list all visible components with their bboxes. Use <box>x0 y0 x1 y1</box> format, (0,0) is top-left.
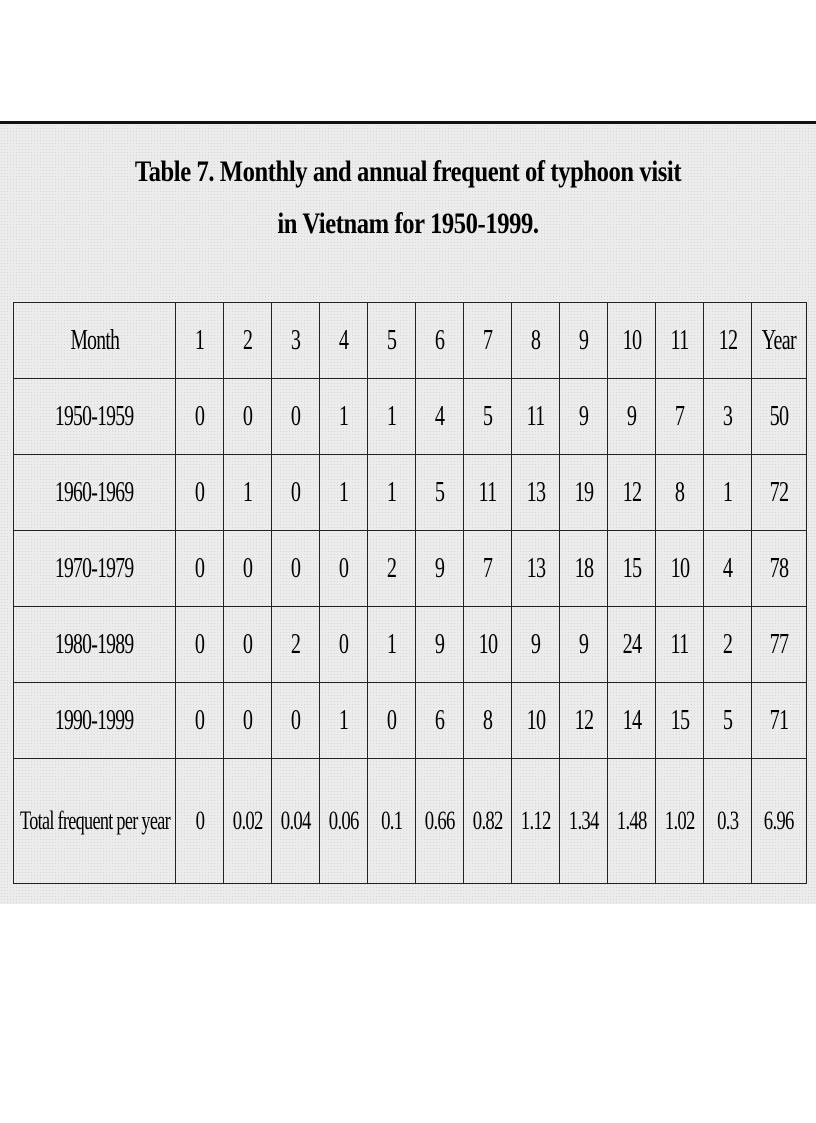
cell-text: 2 <box>722 628 733 660</box>
value-cell <box>704 759 752 884</box>
cell-text: 15 <box>670 704 689 736</box>
value-cell <box>704 531 752 607</box>
cell-text: 12 <box>574 704 593 736</box>
table-header-row <box>14 303 807 379</box>
value-cell <box>272 303 320 379</box>
value-cell <box>320 303 368 379</box>
value-cell <box>704 379 752 455</box>
value-cell <box>704 303 752 379</box>
value-cell <box>416 303 464 379</box>
table-row <box>14 379 807 455</box>
cell-text: 71 <box>769 704 789 736</box>
value-cell <box>416 455 464 531</box>
cell-text: 1 <box>338 400 349 432</box>
cell-text: 1990-1999 <box>55 704 134 736</box>
value-cell <box>464 607 512 683</box>
value-cell <box>560 303 608 379</box>
cell-text: 13 <box>526 476 545 508</box>
value-cell <box>704 455 752 531</box>
cell-text: 1.48 <box>616 806 647 835</box>
cell-text: 4 <box>338 324 349 356</box>
value-cell <box>656 303 704 379</box>
cell-text: 5 <box>434 476 445 508</box>
cell-text: 13 <box>526 552 545 584</box>
cell-text: 11 <box>670 628 689 660</box>
cell-text: 24 <box>622 628 641 660</box>
cell-text: 0.82 <box>472 806 503 835</box>
cell-text: 0.02 <box>232 806 263 835</box>
cell-text: 6 <box>434 324 445 356</box>
cell-text: 1 <box>386 476 397 508</box>
value-cell <box>656 683 704 759</box>
cell-text: Month <box>70 324 119 356</box>
cell-text: 1.02 <box>664 806 695 835</box>
cell-text: 1.12 <box>520 806 551 835</box>
row-label-cell <box>14 531 176 607</box>
value-cell <box>368 303 416 379</box>
cell-text: 9 <box>434 552 445 584</box>
cell-text: 1950-1959 <box>55 400 134 432</box>
row-label-cell <box>14 303 176 379</box>
value-cell <box>416 759 464 884</box>
cell-text: 0.3 <box>716 806 739 835</box>
value-cell <box>464 531 512 607</box>
cell-text: 5 <box>722 704 733 736</box>
cell-text: 2 <box>290 628 301 660</box>
cell-text: 78 <box>769 552 789 584</box>
value-cell <box>608 607 656 683</box>
cell-text: 0 <box>338 628 349 660</box>
typhoon-frequency-table <box>13 302 807 884</box>
value-cell <box>560 759 608 884</box>
table-title-line-2: in Vietnam for 1950-1999. <box>277 207 539 240</box>
value-cell <box>176 303 224 379</box>
value-cell <box>752 759 807 884</box>
value-cell <box>560 683 608 759</box>
cell-text: 8 <box>482 704 493 736</box>
value-cell <box>752 379 807 455</box>
value-cell <box>224 303 272 379</box>
cell-text: 4 <box>722 552 733 584</box>
cell-text: 8 <box>530 324 541 356</box>
cell-text: 0.04 <box>280 806 311 835</box>
value-cell <box>560 531 608 607</box>
value-cell <box>224 455 272 531</box>
value-cell <box>320 455 368 531</box>
cell-text: Total frequent per year <box>20 806 170 835</box>
cell-text: 1 <box>338 476 349 508</box>
value-cell <box>704 607 752 683</box>
cell-text: 1970-1979 <box>55 552 134 584</box>
cell-text: Year <box>761 324 797 356</box>
row-label-cell <box>14 607 176 683</box>
value-cell <box>416 607 464 683</box>
cell-text: 0 <box>194 476 205 508</box>
value-cell <box>368 683 416 759</box>
value-cell <box>464 759 512 884</box>
cell-text: 9 <box>530 628 541 660</box>
cell-text: 0 <box>242 628 253 660</box>
cell-text: 7 <box>482 324 493 356</box>
cell-text: 72 <box>769 476 789 508</box>
value-cell <box>368 531 416 607</box>
value-cell <box>608 455 656 531</box>
value-cell <box>176 683 224 759</box>
value-cell <box>272 607 320 683</box>
value-cell <box>224 683 272 759</box>
value-cell <box>368 759 416 884</box>
cell-text: 0.66 <box>424 806 455 835</box>
cell-text: 19 <box>574 476 593 508</box>
cell-text: 5 <box>386 324 397 356</box>
value-cell <box>656 455 704 531</box>
value-cell <box>224 759 272 884</box>
value-cell <box>272 455 320 531</box>
value-cell <box>224 379 272 455</box>
cell-text: 0 <box>242 552 253 584</box>
cell-text: 0 <box>242 704 253 736</box>
value-cell <box>464 683 512 759</box>
value-cell <box>752 607 807 683</box>
cell-text: 2 <box>386 552 397 584</box>
cell-text: 0 <box>195 806 204 835</box>
cell-text: 11 <box>670 324 689 356</box>
value-cell <box>512 379 560 455</box>
value-cell <box>320 759 368 884</box>
value-cell <box>752 683 807 759</box>
value-cell <box>656 759 704 884</box>
cell-text: 1 <box>194 324 205 356</box>
value-cell <box>176 607 224 683</box>
cell-text: 12 <box>622 476 641 508</box>
value-cell <box>752 303 807 379</box>
cell-text: 0 <box>194 628 205 660</box>
row-label-cell <box>14 379 176 455</box>
value-cell <box>416 379 464 455</box>
table-row <box>14 531 807 607</box>
value-cell <box>512 683 560 759</box>
cell-text: 15 <box>622 552 641 584</box>
value-cell <box>560 379 608 455</box>
cell-text: 10 <box>526 704 545 736</box>
table-row <box>14 455 807 531</box>
cell-text: 1 <box>338 704 349 736</box>
value-cell <box>512 759 560 884</box>
value-cell <box>176 759 224 884</box>
value-cell <box>368 607 416 683</box>
value-cell <box>224 607 272 683</box>
cell-text: 10 <box>478 628 497 660</box>
cell-text: 9 <box>578 400 589 432</box>
value-cell <box>608 531 656 607</box>
value-cell <box>656 607 704 683</box>
value-cell <box>560 607 608 683</box>
value-cell <box>320 379 368 455</box>
value-cell <box>656 531 704 607</box>
cell-text: 7 <box>674 400 685 432</box>
value-cell <box>656 379 704 455</box>
cell-text: 3 <box>290 324 301 356</box>
cell-text: 9 <box>578 628 589 660</box>
cell-text: 1 <box>386 628 397 660</box>
value-cell <box>272 759 320 884</box>
value-cell <box>512 531 560 607</box>
cell-text: 8 <box>674 476 685 508</box>
cell-text: 5 <box>482 400 493 432</box>
cell-text: 1.34 <box>568 806 599 835</box>
cell-text: 10 <box>622 324 641 356</box>
value-cell <box>560 455 608 531</box>
value-cell <box>608 379 656 455</box>
cell-text: 0 <box>338 552 349 584</box>
cell-text: 0 <box>242 400 253 432</box>
cell-text: 0 <box>194 552 205 584</box>
table-row <box>14 683 807 759</box>
cell-text: 0 <box>290 704 301 736</box>
cell-text: 0.1 <box>380 806 403 835</box>
cell-text: 11 <box>526 400 545 432</box>
cell-text: 9 <box>434 628 445 660</box>
cell-text: 9 <box>578 324 589 356</box>
table-title-line-1: Table 7. Monthly and annual frequent of typhoon visit <box>134 155 682 188</box>
cell-text: 9 <box>626 400 637 432</box>
value-cell <box>320 531 368 607</box>
row-label-cell <box>14 759 176 884</box>
value-cell <box>608 303 656 379</box>
value-cell <box>512 607 560 683</box>
cell-text: 1 <box>386 400 397 432</box>
value-cell <box>752 455 807 531</box>
value-cell <box>464 379 512 455</box>
cell-text: 0.06 <box>328 806 359 835</box>
value-cell <box>704 683 752 759</box>
cell-text: 0 <box>290 400 301 432</box>
value-cell <box>608 683 656 759</box>
value-cell <box>320 683 368 759</box>
value-cell <box>512 455 560 531</box>
row-label-cell <box>14 455 176 531</box>
cell-text: 1980-1989 <box>55 628 134 660</box>
cell-text: 14 <box>622 704 641 736</box>
value-cell <box>176 455 224 531</box>
cell-text: 10 <box>670 552 689 584</box>
table-total-row <box>14 759 807 884</box>
value-cell <box>272 379 320 455</box>
value-cell <box>416 531 464 607</box>
cell-text: 2 <box>242 324 253 356</box>
value-cell <box>224 531 272 607</box>
value-cell <box>512 303 560 379</box>
table-title <box>73 146 742 250</box>
cell-text: 0 <box>290 552 301 584</box>
value-cell <box>368 379 416 455</box>
value-cell <box>416 683 464 759</box>
cell-text: 50 <box>769 400 789 432</box>
cell-text: 4 <box>434 400 445 432</box>
value-cell <box>608 759 656 884</box>
cell-text: 18 <box>574 552 593 584</box>
cell-text: 0 <box>194 704 205 736</box>
cell-text: 7 <box>482 552 493 584</box>
table-row <box>14 607 807 683</box>
cell-text: 0 <box>290 476 301 508</box>
value-cell <box>176 379 224 455</box>
value-cell <box>368 455 416 531</box>
value-cell <box>272 531 320 607</box>
cell-text: 0 <box>386 704 397 736</box>
value-cell <box>272 683 320 759</box>
cell-text: 6.96 <box>764 806 794 835</box>
value-cell <box>752 531 807 607</box>
cell-text: 6 <box>434 704 445 736</box>
cell-text: 0 <box>194 400 205 432</box>
cell-text: 1 <box>722 476 733 508</box>
value-cell <box>464 303 512 379</box>
cell-text: 1960-1969 <box>55 476 134 508</box>
cell-text: 1 <box>242 476 253 508</box>
cell-text: 77 <box>769 628 789 660</box>
row-label-cell <box>14 683 176 759</box>
value-cell <box>320 607 368 683</box>
cell-text: 12 <box>718 324 737 356</box>
value-cell <box>176 531 224 607</box>
cell-text: 11 <box>478 476 497 508</box>
cell-text: 3 <box>722 400 733 432</box>
value-cell <box>464 455 512 531</box>
